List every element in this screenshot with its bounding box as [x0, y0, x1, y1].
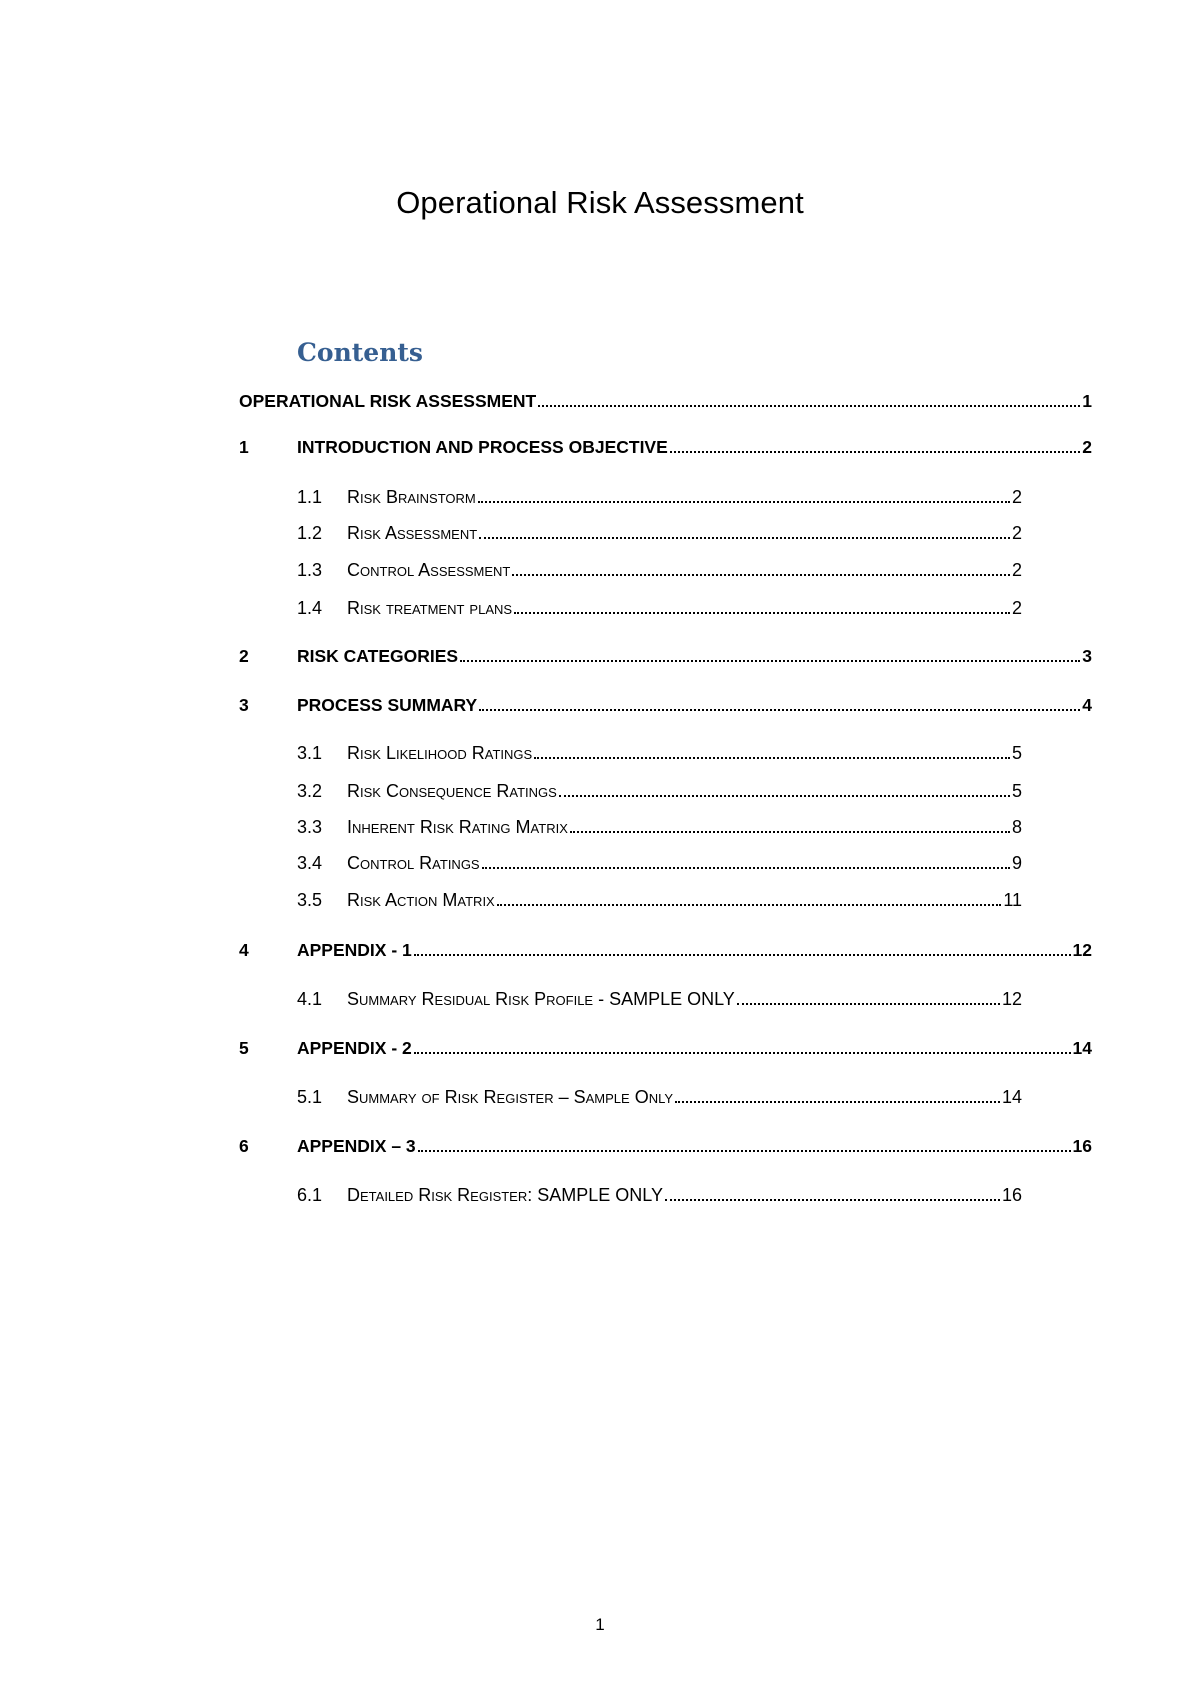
toc-entry-title: APPENDIX - 2	[297, 1038, 412, 1058]
toc-entry-page: 16	[1001, 1185, 1022, 1205]
toc-entry-title: Inherent Risk Rating Matrix	[347, 817, 568, 837]
toc-entry-number: 1.1	[297, 487, 323, 507]
toc-entry-page: 3	[1082, 646, 1092, 666]
toc-entry-number: 6.1	[297, 1185, 323, 1205]
toc-entry[interactable]	[239, 389, 1092, 413]
toc-entry-title: Summary of Risk Register – Sample Only	[347, 1087, 674, 1107]
toc-dot-leader	[460, 660, 1080, 662]
toc-entry-title: Risk Brainstorm	[347, 487, 476, 507]
toc-subentry[interactable]	[297, 987, 1022, 1011]
toc-entry-title: APPENDIX – 3	[297, 1136, 416, 1156]
toc-entry-page: 4	[1082, 695, 1092, 715]
toc-subentry[interactable]	[297, 596, 1022, 620]
toc-heading: Contents	[297, 338, 424, 367]
toc-entry-page: 8	[1011, 817, 1022, 837]
toc-subentry[interactable]	[297, 741, 1022, 765]
toc-entry-number: 5.1	[297, 1087, 323, 1107]
toc-entry-page: 14	[1072, 1038, 1092, 1058]
toc-entry-number: 4	[239, 940, 249, 960]
page-number: 1	[595, 1615, 605, 1634]
toc-entry-page: 16	[1072, 1136, 1092, 1156]
toc-dot-leader	[538, 405, 1080, 407]
toc-entry-number: 3.4	[297, 853, 323, 873]
toc-subentry[interactable]	[297, 815, 1022, 839]
toc-entry[interactable]	[239, 644, 1092, 668]
toc-entry-page: 2	[1011, 523, 1022, 543]
toc-dot-leader	[665, 1199, 1000, 1201]
toc-dot-leader	[414, 1052, 1071, 1054]
toc-subentry[interactable]	[297, 521, 1022, 545]
toc-dot-leader	[737, 1003, 1000, 1005]
toc-entry-title: Risk treatment plans	[347, 598, 513, 618]
toc-dot-leader	[478, 501, 1010, 503]
toc-entry-number: 3.1	[297, 743, 323, 763]
toc-entry-title: Risk Likelihood Ratings	[347, 743, 533, 763]
toc-entry-title: Summary Residual Risk Profile - SAMPLE ONLY	[347, 989, 735, 1009]
toc-dot-leader	[514, 612, 1010, 614]
toc-entry[interactable]	[239, 1036, 1092, 1060]
toc-entry-number: 5	[239, 1038, 249, 1058]
toc-entry-title: INTRODUCTION AND PROCESS OBJECTIVE	[297, 437, 668, 457]
toc-entry[interactable]	[239, 693, 1092, 717]
toc-entry-number: 3.5	[297, 890, 323, 910]
toc-subentry[interactable]	[297, 779, 1022, 803]
toc-entry-title: Detailed Risk Register: SAMPLE ONLY	[347, 1185, 663, 1205]
toc-entry-title: APPENDIX - 1	[297, 940, 412, 960]
toc-dot-leader	[670, 451, 1080, 453]
toc-dot-leader	[479, 537, 1010, 539]
toc-entry-number: 1.3	[297, 560, 323, 580]
toc-entry-title: Control Assessment	[347, 560, 511, 580]
toc-entry-page: 9	[1011, 853, 1022, 873]
toc-entry-title: RISK CATEGORIES	[297, 646, 459, 666]
toc-dot-leader	[479, 709, 1080, 711]
toc-subentry[interactable]	[297, 888, 1022, 912]
toc-entry-page: 2	[1082, 437, 1092, 457]
toc-entry[interactable]	[239, 938, 1092, 962]
toc-dot-leader	[512, 574, 1010, 576]
toc-entry-number: 4.1	[297, 989, 323, 1009]
toc-entry-number: 1	[239, 437, 249, 457]
toc-entry-number: 6	[239, 1136, 249, 1156]
toc-dot-leader	[414, 954, 1071, 956]
toc-entry-page: 14	[1001, 1087, 1022, 1107]
toc-entry-title: Control Ratings	[347, 853, 480, 873]
toc-entry-page: 2	[1011, 560, 1022, 580]
toc-subentry[interactable]	[297, 851, 1022, 875]
toc-dot-leader	[534, 757, 1010, 759]
toc-dot-leader	[570, 831, 1010, 833]
toc-dot-leader	[675, 1101, 1000, 1103]
toc-entry-number: 2	[239, 646, 249, 666]
toc-entry-title: Risk Action Matrix	[347, 890, 495, 910]
toc-subentry[interactable]	[297, 485, 1022, 509]
toc-dot-leader	[497, 904, 1002, 906]
toc-entry-page: 2	[1011, 598, 1022, 618]
toc-entry-number: 1.2	[297, 523, 323, 543]
toc-subentry[interactable]	[297, 1085, 1022, 1109]
document-title: Operational Risk Assessment	[396, 185, 804, 220]
toc-dot-leader	[559, 795, 1010, 797]
toc-entry[interactable]	[239, 435, 1092, 459]
toc-entry-number: 3.2	[297, 781, 323, 801]
toc-entry[interactable]	[239, 1134, 1092, 1158]
toc-entry-page: 5	[1011, 743, 1022, 763]
toc-entry-page: 5	[1011, 781, 1022, 801]
toc-entry-number: 1.4	[297, 598, 323, 618]
toc-subentry[interactable]	[297, 1183, 1022, 1207]
toc-entry-title: OPERATIONAL RISK ASSESSMENT	[239, 391, 537, 411]
toc-dot-leader	[418, 1150, 1071, 1152]
toc-subentry[interactable]	[297, 558, 1022, 582]
toc-entry-page: 2	[1011, 487, 1022, 507]
toc-entry-title: Risk Consequence Ratings	[347, 781, 557, 801]
toc-entry-number: 3.3	[297, 817, 323, 837]
toc-entry-page: 12	[1072, 940, 1092, 960]
toc-dot-leader	[482, 867, 1010, 869]
toc-entry-title: Risk Assessment	[347, 523, 478, 543]
toc-entry-title: PROCESS SUMMARY	[297, 695, 478, 715]
toc-entry-page: 11	[1003, 890, 1022, 910]
toc-entry-number: 3	[239, 695, 249, 715]
toc-entry-page: 12	[1001, 989, 1022, 1009]
toc-entry-page: 1	[1082, 391, 1092, 411]
